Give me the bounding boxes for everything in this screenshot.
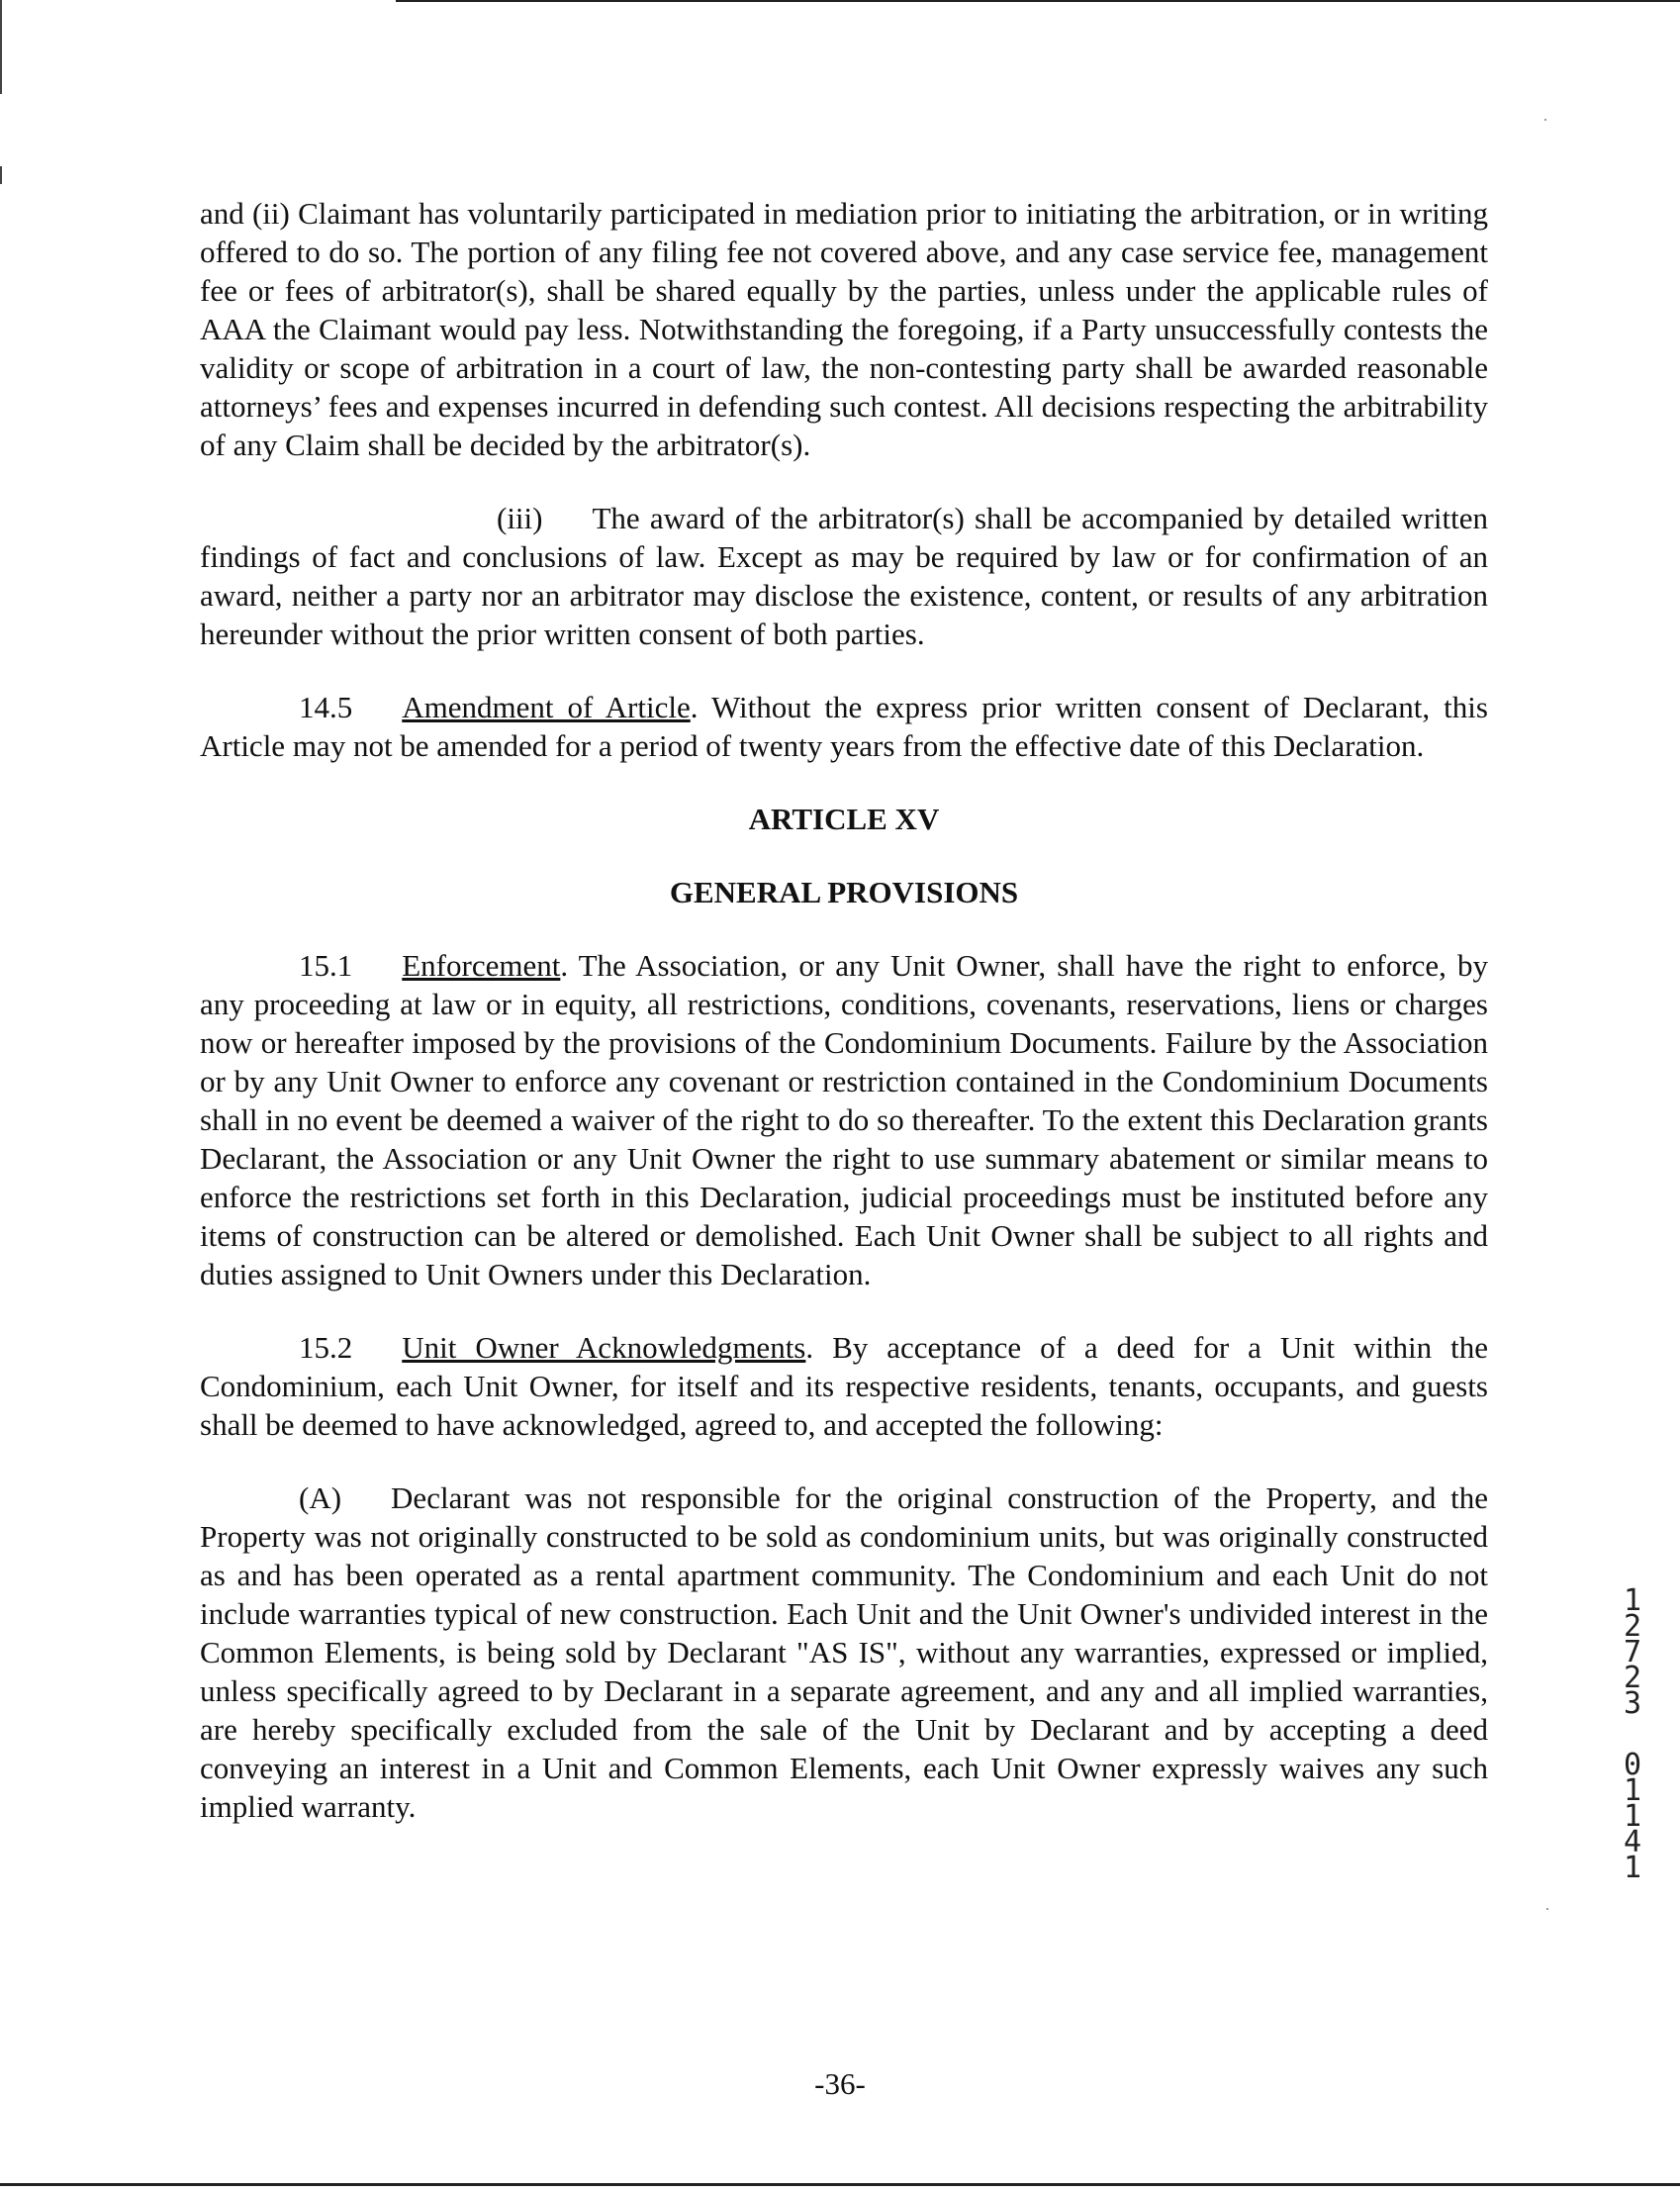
left-edge-mark <box>0 166 2 184</box>
document-body <box>200 194 1488 1860</box>
subsection-a <box>200 1478 1488 1826</box>
section-text: . By acceptance of a deed for a Unit within the Condominium, each Unit Owner, for itself and its respective residents, tenants, occupants, and guests shall be deemed to have acknowledged, agreed to, and accepted the following: <box>200 1330 1488 1442</box>
section-15-1 <box>200 946 1488 1293</box>
subsection-text: Declarant was not responsible for the original construction of the Property, and the Property was not originally constructed to be sold as condominium units, but was originally constructed as and has been operated as a rental apartment community. The Condominium and each Unit do not include warranties typical of new construction. Each Unit and the Unit Owner's undivided interest in the Common Elements, is being sold by Declarant "AS IS", without any warranties, expressed or implied, unless specifically agreed to by Declarant in a separate agreement, and any and all implied warranties, are hereby specifically excluded from the sale of the Unit by Declarant and by accepting a deed conveying an interest in a Unit and Common Elements, each Unit Owner expressly waives any such implied warranty. <box>200 1480 1488 1824</box>
scan-speck <box>1544 119 1546 121</box>
top-border-line <box>396 0 1680 2</box>
left-edge-mark <box>0 0 2 94</box>
section-title: Unit Owner Acknowledgments <box>402 1330 806 1365</box>
stamp-digit: 1 <box>1623 1583 1642 1618</box>
bottom-border-line <box>0 2183 1680 2186</box>
article-heading: ARTICLE XV <box>748 802 940 836</box>
paragraph-text: The award of the arbitrator(s) shall be accompanied by detailed written findings of fact and conclusions of law. Except as may be required by law or for confirmation of an award, neither a party nor an arbitrator may disclose the existence, content, or results of any arbitration hereunder without the prior written consent of both parties. <box>200 501 1488 651</box>
section-15-2 <box>200 1328 1488 1444</box>
scan-speck <box>1546 1908 1548 1910</box>
section-text: . The Association, or any Unit Owner, shall have the right to enforce, by any proceeding at law or in equity, all restrictions, conditions, covenants, reservations, liens or charges now or hereafter imposed by the provisions of the Condominium Documents. Failure by the Association or by any Unit Owner to enforce any covenant or restriction contained in the Condominium Documents shall in no event be deemed a waiver of the right to do so thereafter. To the extent this Declaration grants Declarant, the Association or any Unit Owner the right to use summary abatement or similar means to enforce the restrictions set forth in this Declaration, judicial proceedings must be instituted before any items of construction can be altered or demolished. Each Unit Owner shall be subject to all rights and duties assigned to Unit Owners under this Declaration. <box>200 948 1488 1291</box>
section-number: 14.5 <box>299 690 353 724</box>
paragraph-arbitration-fees: and (ii) Claimant has voluntarily participated in mediation prior to initiating the arbitration, or in writing offered to do so. The portion of any filing fee not covered above, and any case service fee, management fee or fees of arbitrator(s), shall be shared equally by the parties, unless under the applicable rules of AAA the Claimant would pay less. Notwithstanding the foregoing, if a Party unsuccessfully contests the validity or scope of arbitration in a court of law, the non-contesting party shall be awarded reasonable attorneys’ fees and expenses incurred in defending such contest. All decisions respecting the arbitrability of any Claim shall be decided by the arbitrator(s). <box>200 196 1488 462</box>
stamp-digit: 0 <box>1623 1748 1642 1782</box>
section-title: Enforcement <box>402 948 561 983</box>
stamp-digit: 3 <box>1623 1686 1642 1721</box>
stamp-digit: 1 <box>1623 1851 1642 1885</box>
page-number: -36- <box>814 2066 866 2101</box>
section-14-5 <box>200 688 1488 765</box>
stamp-digit: 1 <box>1623 1799 1642 1834</box>
stamp-digit: 1 <box>1623 1773 1642 1808</box>
stamp-digit: 2 <box>1623 1661 1642 1695</box>
stamp-digit: 7 <box>1623 1635 1642 1669</box>
stamp-digit: 4 <box>1623 1825 1642 1859</box>
section-number: 15.2 <box>299 1330 353 1365</box>
section-text: . Without the express prior written consent of Declarant, this Article may not be amended for a period of twenty years from the effective date of this Declaration. <box>200 690 1488 763</box>
section-number: 15.1 <box>299 948 353 983</box>
subsection-label: (A) <box>299 1480 342 1515</box>
stamp-digit: 2 <box>1623 1609 1642 1644</box>
article-title: GENERAL PROVISIONS <box>669 875 1019 909</box>
recording-stamp <box>1613 1583 1652 1885</box>
paragraph-number: (iii) <box>497 501 543 535</box>
section-title: Amendment of Article <box>402 690 691 724</box>
paragraph-iii-award <box>200 499 1488 653</box>
